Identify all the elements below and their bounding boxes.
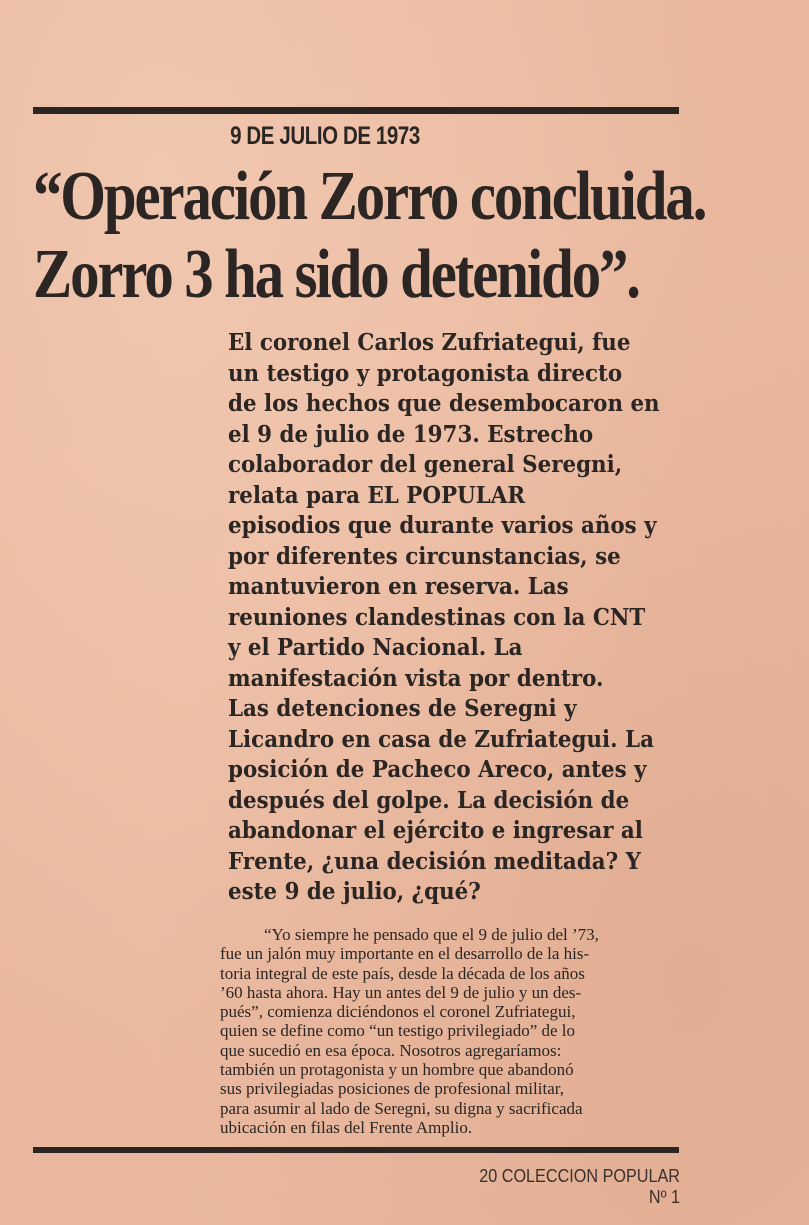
- body-paragraph: [220, 925, 680, 1137]
- lede-line: Las detenciones de Seregni y: [228, 695, 577, 722]
- lede-line: abandonar el ejército e ingresar al: [228, 817, 643, 844]
- bottom-rule: [33, 1147, 679, 1153]
- headline: [33, 158, 706, 314]
- body-line: sus privilegiadas posiciones de profesional militar,: [220, 1079, 564, 1099]
- lede-line: episodios que durante varios años y: [228, 512, 657, 539]
- body-line: pués”, comienza diciéndonos el coronel Zufriategui,: [220, 1002, 576, 1022]
- page-footer: 20 COLECCION POPULAR Nº 1: [479, 1166, 680, 1207]
- lede-line: reuniones clandestinas con la CNT: [228, 603, 646, 631]
- body-line: ubicación en filas del Frente Amplio.: [220, 1117, 473, 1137]
- lede-line: relata para EL POPULAR: [228, 481, 526, 509]
- lede-line: posición de Pacheco Areco, antes y: [228, 756, 647, 783]
- lede-line: después del golpe. La decisión de: [228, 786, 630, 814]
- body-line: para asumir al lado de Seregni, su digna y sacrificada: [220, 1098, 583, 1118]
- body-line: fue un jalón muy importante en el desarrollo de la his-: [220, 944, 590, 964]
- body-line: ’60 hasta ahora. Hay un antes del 9 de julio y un des-: [220, 982, 582, 1002]
- lede-line: este 9 de julio, ¿qué?: [228, 878, 481, 905]
- lede-line: un testigo y protagonista directo: [228, 359, 623, 387]
- lede-line: de los hechos que desembocaron en: [228, 390, 660, 417]
- lede-line: el 9 de julio de 1973. Estrecho: [228, 420, 594, 448]
- lede-line: Frente, ¿una decisión meditada? Y: [228, 847, 641, 875]
- body-line: quien se define como “un testigo privilegiado” de lo: [220, 1021, 576, 1041]
- body-line: también un protagonista y un hombre que abandonó: [220, 1060, 574, 1080]
- body-line: “Yo siempre he pensado que el 9 de julio del ’73,: [264, 925, 599, 944]
- headline-line: “Operación Zorro concluida.: [33, 158, 706, 235]
- lede-line: mantuvieron en reserva. Las: [228, 573, 569, 600]
- body-line: toria integral de este país, desde la década de los años: [220, 963, 585, 983]
- lede-paragraph: [228, 328, 688, 908]
- lede-line: por diferentes circunstancias, se: [228, 542, 621, 570]
- body-line: que sucedió en esa época. Nosotros agregaríamos:: [220, 1040, 562, 1060]
- lede-line: y el Partido Nacional. La: [228, 634, 523, 661]
- lede-line: Licandro en casa de Zufriategui. La: [228, 725, 654, 753]
- lede-line: colaborador del general Seregni,: [228, 451, 623, 478]
- top-rule: [33, 107, 679, 114]
- lede-line: manifestación vista por dentro.: [228, 664, 604, 692]
- lede-line: El coronel Carlos Zufriategui, fue: [228, 329, 631, 356]
- headline-line: Zorro 3 ha sido detenido”.: [33, 236, 639, 313]
- dateline: 9 DE JULIO DE 1973: [230, 122, 420, 150]
